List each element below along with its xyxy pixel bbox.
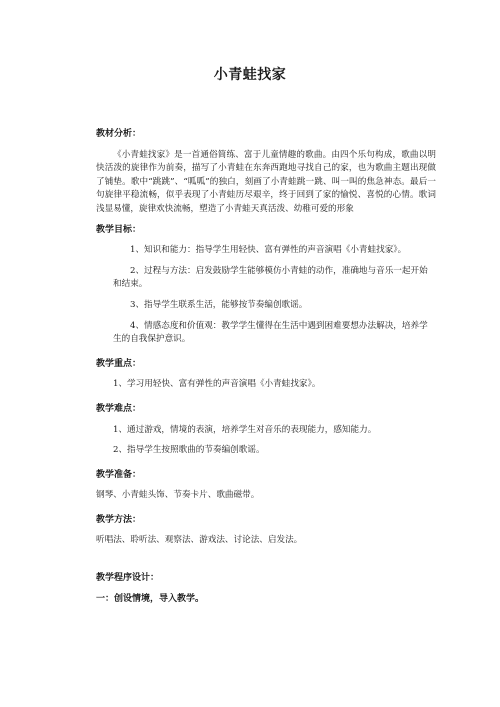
goal-item-2: 2、过程与方法：启发鼓励学生能够模仿小青蛙的动作，准确地与音乐一起开始和结束。 (113, 265, 428, 290)
keypoint-item-1: 1、学习用轻快、富有弹性的声音演唱《小青蛙找家》。 (113, 379, 321, 390)
prep-heading: 教学准备： (96, 469, 142, 480)
prep-text: 钢琴、小青蛙头饰、节奏卡片、歌曲磁带。 (96, 490, 260, 501)
goal-item-3: 3、指导学生联系生活，能够按节奏编创歌谣。 (130, 299, 308, 310)
methods-text: 听唱法、聆听法、观察法、游戏法、讨论法、启发法。 (96, 535, 303, 546)
step1-heading: 一：创设情境，导入教学。 (96, 593, 205, 604)
analysis-paragraph: 《小青蛙找家》是一首通俗简练、富于儿童情趣的歌曲。由四个乐句构成，歌曲以明快活泼的旋律作为前奏，描写了小青蛙在东奔西跑地寻找自己的家，也为歌曲主题出现做了铺垫。歌中“跳跳”、“呱呱”的独白，刻画了小青蛙跳一跳、叫一叫的焦急神态。最后一句旋律平稳流畅，似乎表现了小青蛙历尽艰辛，终于回到了家的愉悦、喜悦的心情。歌词浅显易懂，旋律欢快流畅，塑造了小青蛙天真活泼、幼稚可爱的形象 (96, 149, 436, 214)
difficulty-item-2: 2、指导学生按照歌曲的节奏编创歌谣。 (113, 445, 265, 456)
methods-heading: 教学方法： (96, 514, 142, 525)
difficulty-item-1: 1、通过游戏，情境的表演，培养学生对音乐的表现能力，感知能力。 (113, 424, 377, 435)
goal-item-1: 1、知识和能力：指导学生用轻快、富有弹性的声音演唱《小青蛙找家》。 (130, 245, 407, 256)
goals-heading: 教学目标： (96, 224, 142, 235)
procedure-heading: 教学程序设计： (96, 573, 160, 584)
page-title: 小青蛙找家 (213, 67, 287, 83)
goal-item-4: 4、情感态度和价值观：教学学生懂得在生活中遇到困难要想办法解决，培养学生的自我保护意识。 (113, 320, 428, 345)
keypoints-heading: 教学重点： (96, 358, 142, 369)
analysis-heading: 教材分析： (96, 129, 142, 139)
difficulties-heading: 教学难点： (96, 403, 142, 414)
document-body (96, 128, 436, 606)
